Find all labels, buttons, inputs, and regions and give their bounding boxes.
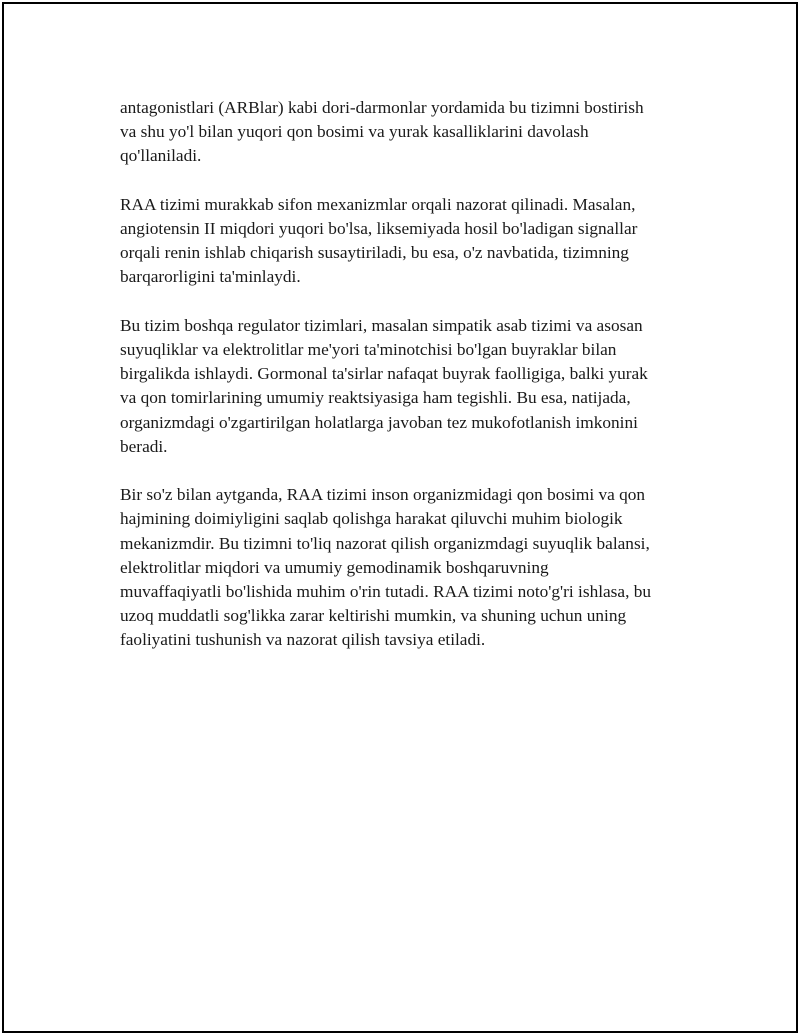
text-line: birgalikda ishlaydi. Gormonal ta'sirlar nafaqat buyrak faolligiga, balki yurak	[120, 364, 648, 384]
text-line: beradi.	[120, 436, 168, 456]
text-line: RAA tizimi murakkab sifon mexanizmlar orqali nazorat qilinadi. Masalan,	[120, 194, 636, 214]
paragraph-1	[120, 96, 694, 169]
text-line: uzoq muddatli sog'likka zarar keltirishi mumkin, va shuning uchun uning	[120, 606, 627, 626]
text-line: va qon tomirlarining umumiy reaktsiyasiga ham tegishli. Bu esa, natijada,	[120, 388, 631, 408]
text-line: barqarorligini ta'minlaydi.	[120, 267, 301, 287]
text-line: va shu yo'l bilan yuqori qon bosimi va yurak kasalliklarini davolash	[120, 122, 589, 142]
text-line: faoliyatini tushunish va nazorat qilish tavsiya etiladi.	[120, 630, 486, 650]
document-body	[120, 96, 694, 677]
text-line: hajmining doimiyligini saqlab qolishga harakat qiluvchi muhim biologik	[120, 509, 623, 529]
text-line: qo'llaniladi.	[120, 146, 202, 166]
text-line: Bu tizim boshqa regulator tizimlari, masalan simpatik asab tizimi va asosan	[120, 315, 643, 335]
text-line: orqali renin ishlab chiqarish susaytiriladi, bu esa, o'z navbatida, tizimning	[120, 243, 629, 263]
text-line: antagonistlari (ARBlar) kabi dori-darmonlar yordamida bu tizimni bostirish	[120, 98, 644, 117]
text-line: mekanizmdir. Bu tizimni to'liq nazorat qilish organizmdagi suyuqlik balansi,	[120, 533, 650, 553]
paragraph-3	[120, 314, 694, 459]
paragraph-2	[120, 193, 694, 290]
text-line: Bir so'z bilan aytganda, RAA tizimi inson organizmidagi qon bosimi va qon	[120, 485, 646, 505]
text-line: angiotensin II miqdori yuqori bo'lsa, liksemiyada hosil bo'ladigan signallar	[120, 219, 638, 238]
text-line: elektrolitlar miqdori va umumiy gemodinamik boshqaruvning	[120, 557, 549, 577]
text-line: muvaffaqiyatli bo'lishida muhim o'rin tutadi. RAA tizimi noto'g'ri ishlasa, bu	[120, 582, 652, 602]
text-line: organizmdagi o'zgartirilgan holatlarga javoban tez mukofotlanish imkonini	[120, 412, 638, 432]
document-page	[2, 2, 798, 1033]
text-line: suyuqliklar va elektrolitlar me'yori ta'minotchisi bo'lgan buyraklar bilan	[120, 340, 617, 359]
paragraph-4	[120, 483, 694, 652]
